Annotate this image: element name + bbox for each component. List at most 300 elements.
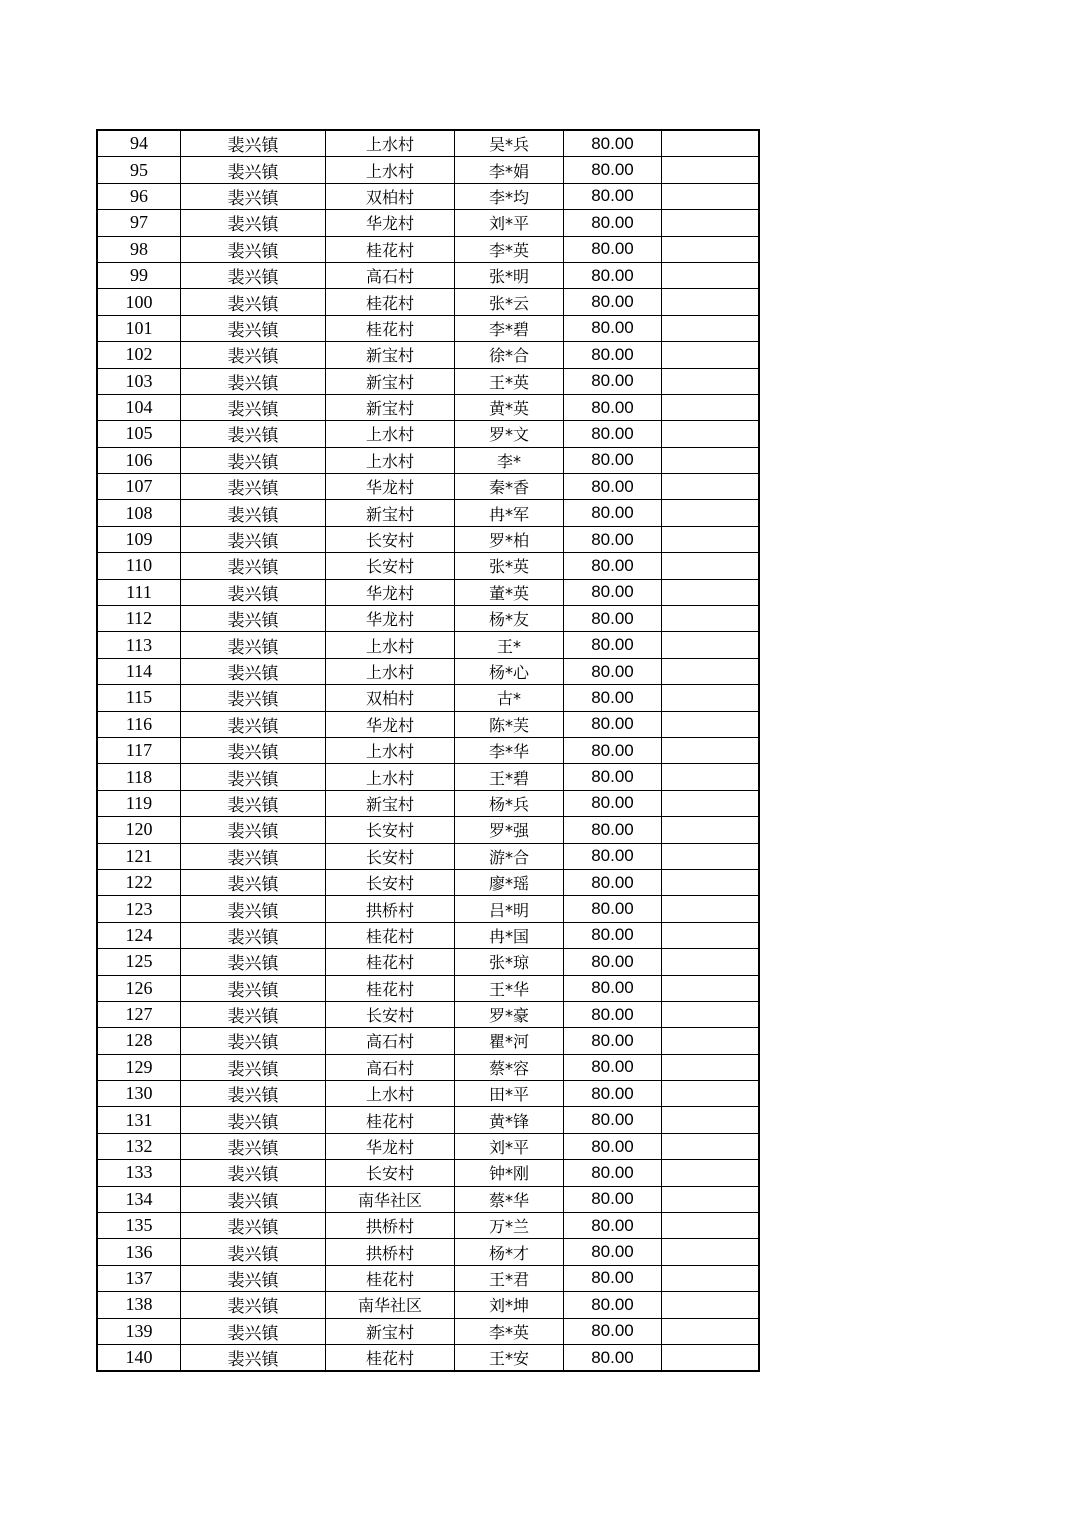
- table-row: [97, 790, 759, 816]
- name-cell: 李*均: [455, 183, 564, 209]
- table-row: [97, 262, 759, 288]
- table-row: [97, 1292, 759, 1318]
- row-number-cell: 95: [97, 157, 181, 183]
- town-cell: 裴兴镇: [181, 1081, 326, 1107]
- table-row: [97, 949, 759, 975]
- village-cell: 桂花村: [326, 289, 455, 315]
- name-cell: 罗*豪: [455, 1001, 564, 1027]
- name-cell: 冉*国: [455, 922, 564, 948]
- table-row: [97, 606, 759, 632]
- village-cell: 上水村: [326, 764, 455, 790]
- table-row: [97, 737, 759, 763]
- amount-cell: 80.00: [564, 764, 662, 790]
- name-cell: 王*安: [455, 1344, 564, 1371]
- village-cell: 桂花村: [326, 1265, 455, 1291]
- table-row: [97, 1081, 759, 1107]
- town-cell: 裴兴镇: [181, 210, 326, 236]
- name-cell: 王*华: [455, 975, 564, 1001]
- table-row: [97, 236, 759, 262]
- amount-cell: 80.00: [564, 526, 662, 552]
- village-cell: 桂花村: [326, 922, 455, 948]
- village-cell: 双柏村: [326, 183, 455, 209]
- table-row: [97, 1107, 759, 1133]
- row-number-cell: 97: [97, 210, 181, 236]
- row-number-cell: 135: [97, 1213, 181, 1239]
- amount-cell: 80.00: [564, 210, 662, 236]
- row-number-cell: 109: [97, 526, 181, 552]
- note-cell: [662, 896, 760, 922]
- note-cell: [662, 289, 760, 315]
- table-row: [97, 579, 759, 605]
- name-cell: 刘*坤: [455, 1292, 564, 1318]
- note-cell: [662, 130, 760, 157]
- name-cell: 王*英: [455, 368, 564, 394]
- note-cell: [662, 421, 760, 447]
- village-cell: 高石村: [326, 262, 455, 288]
- row-number-cell: 127: [97, 1001, 181, 1027]
- table-row: [97, 421, 759, 447]
- note-cell: [662, 579, 760, 605]
- amount-cell: 80.00: [564, 262, 662, 288]
- row-number-cell: 94: [97, 130, 181, 157]
- village-cell: 上水村: [326, 130, 455, 157]
- village-cell: 桂花村: [326, 315, 455, 341]
- amount-cell: 80.00: [564, 315, 662, 341]
- note-cell: [662, 157, 760, 183]
- name-cell: 黄*英: [455, 394, 564, 420]
- name-cell: 杨*友: [455, 606, 564, 632]
- village-cell: 南华社区: [326, 1186, 455, 1212]
- amount-cell: 80.00: [564, 790, 662, 816]
- village-cell: 华龙村: [326, 210, 455, 236]
- village-cell: 上水村: [326, 658, 455, 684]
- row-number-cell: 99: [97, 262, 181, 288]
- village-cell: 上水村: [326, 737, 455, 763]
- village-cell: 新宝村: [326, 1318, 455, 1344]
- village-cell: 桂花村: [326, 949, 455, 975]
- note-cell: [662, 1239, 760, 1265]
- table-row: [97, 394, 759, 420]
- note-cell: [662, 1292, 760, 1318]
- village-cell: 拱桥村: [326, 1213, 455, 1239]
- village-cell: 华龙村: [326, 474, 455, 500]
- name-cell: 杨*兵: [455, 790, 564, 816]
- amount-cell: 80.00: [564, 368, 662, 394]
- town-cell: 裴兴镇: [181, 764, 326, 790]
- row-number-cell: 121: [97, 843, 181, 869]
- row-number-cell: 98: [97, 236, 181, 262]
- table-row: [97, 315, 759, 341]
- table-row: [97, 368, 759, 394]
- amount-cell: 80.00: [564, 843, 662, 869]
- village-cell: 桂花村: [326, 236, 455, 262]
- note-cell: [662, 1001, 760, 1027]
- row-number-cell: 134: [97, 1186, 181, 1212]
- row-number-cell: 126: [97, 975, 181, 1001]
- village-cell: 华龙村: [326, 1133, 455, 1159]
- village-cell: 桂花村: [326, 975, 455, 1001]
- village-cell: 长安村: [326, 1001, 455, 1027]
- village-cell: 拱桥村: [326, 1239, 455, 1265]
- note-cell: [662, 817, 760, 843]
- note-cell: [662, 1318, 760, 1344]
- row-number-cell: 122: [97, 869, 181, 895]
- town-cell: 裴兴镇: [181, 500, 326, 526]
- name-cell: 廖*瑶: [455, 869, 564, 895]
- amount-cell: 80.00: [564, 1081, 662, 1107]
- table-row: [97, 1133, 759, 1159]
- town-cell: 裴兴镇: [181, 1001, 326, 1027]
- town-cell: 裴兴镇: [181, 975, 326, 1001]
- name-cell: 吴*兵: [455, 130, 564, 157]
- name-cell: 冉*军: [455, 500, 564, 526]
- note-cell: [662, 1160, 760, 1186]
- amount-cell: 80.00: [564, 553, 662, 579]
- note-cell: [662, 394, 760, 420]
- town-cell: 裴兴镇: [181, 658, 326, 684]
- name-cell: 李*英: [455, 1318, 564, 1344]
- note-cell: [662, 1107, 760, 1133]
- amount-cell: 80.00: [564, 157, 662, 183]
- note-cell: [662, 658, 760, 684]
- town-cell: 裴兴镇: [181, 922, 326, 948]
- town-cell: 裴兴镇: [181, 289, 326, 315]
- row-number-cell: 120: [97, 817, 181, 843]
- note-cell: [662, 1344, 760, 1371]
- note-cell: [662, 685, 760, 711]
- town-cell: 裴兴镇: [181, 1054, 326, 1080]
- amount-cell: 80.00: [564, 1265, 662, 1291]
- table-row: [97, 817, 759, 843]
- note-cell: [662, 843, 760, 869]
- row-number-cell: 125: [97, 949, 181, 975]
- name-cell: 杨*才: [455, 1239, 564, 1265]
- note-cell: [662, 342, 760, 368]
- village-cell: 长安村: [326, 553, 455, 579]
- amount-cell: 80.00: [564, 474, 662, 500]
- town-cell: 裴兴镇: [181, 1344, 326, 1371]
- name-cell: 李*华: [455, 737, 564, 763]
- table-row: [97, 1265, 759, 1291]
- table-row: [97, 975, 759, 1001]
- name-cell: 蔡*容: [455, 1054, 564, 1080]
- village-cell: 长安村: [326, 817, 455, 843]
- town-cell: 裴兴镇: [181, 553, 326, 579]
- name-cell: 罗*强: [455, 817, 564, 843]
- table-row: [97, 658, 759, 684]
- village-cell: 长安村: [326, 526, 455, 552]
- table-row: [97, 183, 759, 209]
- row-number-cell: 118: [97, 764, 181, 790]
- row-number-cell: 123: [97, 896, 181, 922]
- name-cell: 李*: [455, 447, 564, 473]
- note-cell: [662, 553, 760, 579]
- table-row: [97, 711, 759, 737]
- table-row: [97, 526, 759, 552]
- village-cell: 长安村: [326, 869, 455, 895]
- town-cell: 裴兴镇: [181, 817, 326, 843]
- row-number-cell: 128: [97, 1028, 181, 1054]
- town-cell: 裴兴镇: [181, 843, 326, 869]
- note-cell: [662, 764, 760, 790]
- note-cell: [662, 1213, 760, 1239]
- row-number-cell: 138: [97, 1292, 181, 1318]
- town-cell: 裴兴镇: [181, 869, 326, 895]
- amount-cell: 80.00: [564, 922, 662, 948]
- note-cell: [662, 949, 760, 975]
- note-cell: [662, 500, 760, 526]
- town-cell: 裴兴镇: [181, 526, 326, 552]
- name-cell: 吕*明: [455, 896, 564, 922]
- row-number-cell: 119: [97, 790, 181, 816]
- town-cell: 裴兴镇: [181, 157, 326, 183]
- town-cell: 裴兴镇: [181, 949, 326, 975]
- row-number-cell: 108: [97, 500, 181, 526]
- name-cell: 张*云: [455, 289, 564, 315]
- amount-cell: 80.00: [564, 1292, 662, 1318]
- name-cell: 陈*芙: [455, 711, 564, 737]
- table-row: [97, 210, 759, 236]
- note-cell: [662, 183, 760, 209]
- name-cell: 李*英: [455, 236, 564, 262]
- town-cell: 裴兴镇: [181, 1186, 326, 1212]
- town-cell: 裴兴镇: [181, 1318, 326, 1344]
- village-cell: 高石村: [326, 1028, 455, 1054]
- table-row: [97, 1054, 759, 1080]
- table-row: [97, 157, 759, 183]
- town-cell: 裴兴镇: [181, 790, 326, 816]
- note-cell: [662, 737, 760, 763]
- row-number-cell: 100: [97, 289, 181, 315]
- town-cell: 裴兴镇: [181, 711, 326, 737]
- village-cell: 上水村: [326, 157, 455, 183]
- amount-cell: 80.00: [564, 342, 662, 368]
- town-cell: 裴兴镇: [181, 1292, 326, 1318]
- town-cell: 裴兴镇: [181, 1160, 326, 1186]
- amount-cell: 80.00: [564, 949, 662, 975]
- note-cell: [662, 1054, 760, 1080]
- note-cell: [662, 1081, 760, 1107]
- village-cell: 上水村: [326, 1081, 455, 1107]
- amount-cell: 80.00: [564, 1213, 662, 1239]
- name-cell: 李*娟: [455, 157, 564, 183]
- amount-cell: 80.00: [564, 1318, 662, 1344]
- village-cell: 新宝村: [326, 500, 455, 526]
- village-cell: 桂花村: [326, 1107, 455, 1133]
- amount-cell: 80.00: [564, 447, 662, 473]
- town-cell: 裴兴镇: [181, 474, 326, 500]
- amount-cell: 80.00: [564, 1133, 662, 1159]
- note-cell: [662, 526, 760, 552]
- row-number-cell: 104: [97, 394, 181, 420]
- name-cell: 张*琼: [455, 949, 564, 975]
- town-cell: 裴兴镇: [181, 606, 326, 632]
- amount-cell: 80.00: [564, 130, 662, 157]
- note-cell: [662, 1133, 760, 1159]
- row-number-cell: 139: [97, 1318, 181, 1344]
- note-cell: [662, 368, 760, 394]
- row-number-cell: 112: [97, 606, 181, 632]
- row-number-cell: 115: [97, 685, 181, 711]
- amount-cell: 80.00: [564, 183, 662, 209]
- amount-cell: 80.00: [564, 1160, 662, 1186]
- amount-cell: 80.00: [564, 289, 662, 315]
- town-cell: 裴兴镇: [181, 447, 326, 473]
- row-number-cell: 101: [97, 315, 181, 341]
- name-cell: 罗*柏: [455, 526, 564, 552]
- amount-cell: 80.00: [564, 579, 662, 605]
- table-body: [97, 130, 759, 1371]
- row-number-cell: 113: [97, 632, 181, 658]
- village-cell: 新宝村: [326, 394, 455, 420]
- table-row: [97, 1239, 759, 1265]
- amount-cell: 80.00: [564, 394, 662, 420]
- village-cell: 新宝村: [326, 368, 455, 394]
- amount-cell: 80.00: [564, 817, 662, 843]
- town-cell: 裴兴镇: [181, 130, 326, 157]
- town-cell: 裴兴镇: [181, 1213, 326, 1239]
- row-number-cell: 102: [97, 342, 181, 368]
- name-cell: 刘*平: [455, 210, 564, 236]
- name-cell: 黄*锋: [455, 1107, 564, 1133]
- row-number-cell: 137: [97, 1265, 181, 1291]
- village-cell: 拱桥村: [326, 896, 455, 922]
- town-cell: 裴兴镇: [181, 1107, 326, 1133]
- note-cell: [662, 236, 760, 262]
- name-cell: 田*平: [455, 1081, 564, 1107]
- row-number-cell: 117: [97, 737, 181, 763]
- table-row: [97, 474, 759, 500]
- amount-cell: 80.00: [564, 975, 662, 1001]
- amount-cell: 80.00: [564, 1344, 662, 1371]
- table-row: [97, 447, 759, 473]
- town-cell: 裴兴镇: [181, 1265, 326, 1291]
- row-number-cell: 132: [97, 1133, 181, 1159]
- name-cell: 张*英: [455, 553, 564, 579]
- note-cell: [662, 210, 760, 236]
- table-row: [97, 1160, 759, 1186]
- note-cell: [662, 315, 760, 341]
- table-row: [97, 1344, 759, 1371]
- name-cell: 李*碧: [455, 315, 564, 341]
- note-cell: [662, 975, 760, 1001]
- amount-cell: 80.00: [564, 1186, 662, 1212]
- amount-cell: 80.00: [564, 1028, 662, 1054]
- village-cell: 华龙村: [326, 606, 455, 632]
- name-cell: 罗*文: [455, 421, 564, 447]
- note-cell: [662, 632, 760, 658]
- town-cell: 裴兴镇: [181, 342, 326, 368]
- name-cell: 王*: [455, 632, 564, 658]
- amount-cell: 80.00: [564, 1054, 662, 1080]
- name-cell: 万*兰: [455, 1213, 564, 1239]
- table-row: [97, 1028, 759, 1054]
- name-cell: 古*: [455, 685, 564, 711]
- amount-cell: 80.00: [564, 685, 662, 711]
- row-number-cell: 124: [97, 922, 181, 948]
- table-row: [97, 1318, 759, 1344]
- amount-cell: 80.00: [564, 1001, 662, 1027]
- name-cell: 瞿*河: [455, 1028, 564, 1054]
- village-cell: 新宝村: [326, 790, 455, 816]
- amount-cell: 80.00: [564, 500, 662, 526]
- table-row: [97, 632, 759, 658]
- table-row: [97, 289, 759, 315]
- village-cell: 新宝村: [326, 342, 455, 368]
- town-cell: 裴兴镇: [181, 896, 326, 922]
- amount-cell: 80.00: [564, 632, 662, 658]
- name-cell: 钟*刚: [455, 1160, 564, 1186]
- town-cell: 裴兴镇: [181, 421, 326, 447]
- village-cell: 上水村: [326, 447, 455, 473]
- village-cell: 南华社区: [326, 1292, 455, 1318]
- table-row: [97, 130, 759, 157]
- town-cell: 裴兴镇: [181, 579, 326, 605]
- table-row: [97, 1186, 759, 1212]
- village-cell: 上水村: [326, 632, 455, 658]
- town-cell: 裴兴镇: [181, 394, 326, 420]
- name-cell: 秦*香: [455, 474, 564, 500]
- table-row: [97, 500, 759, 526]
- table-row: [97, 553, 759, 579]
- name-cell: 董*英: [455, 579, 564, 605]
- village-cell: 华龙村: [326, 711, 455, 737]
- row-number-cell: 131: [97, 1107, 181, 1133]
- amount-cell: 80.00: [564, 606, 662, 632]
- table-row: [97, 1001, 759, 1027]
- town-cell: 裴兴镇: [181, 685, 326, 711]
- note-cell: [662, 1028, 760, 1054]
- town-cell: 裴兴镇: [181, 315, 326, 341]
- row-number-cell: 133: [97, 1160, 181, 1186]
- amount-cell: 80.00: [564, 737, 662, 763]
- note-cell: [662, 869, 760, 895]
- row-number-cell: 105: [97, 421, 181, 447]
- town-cell: 裴兴镇: [181, 262, 326, 288]
- town-cell: 裴兴镇: [181, 1028, 326, 1054]
- name-cell: 王*碧: [455, 764, 564, 790]
- amount-cell: 80.00: [564, 658, 662, 684]
- row-number-cell: 116: [97, 711, 181, 737]
- amount-cell: 80.00: [564, 1107, 662, 1133]
- amount-cell: 80.00: [564, 711, 662, 737]
- note-cell: [662, 1186, 760, 1212]
- table-row: [97, 1213, 759, 1239]
- row-number-cell: 136: [97, 1239, 181, 1265]
- table-row: [97, 922, 759, 948]
- town-cell: 裴兴镇: [181, 1133, 326, 1159]
- village-cell: 长安村: [326, 843, 455, 869]
- table-row: [97, 342, 759, 368]
- row-number-cell: 110: [97, 553, 181, 579]
- name-cell: 刘*平: [455, 1133, 564, 1159]
- name-cell: 王*君: [455, 1265, 564, 1291]
- town-cell: 裴兴镇: [181, 1239, 326, 1265]
- row-number-cell: 103: [97, 368, 181, 394]
- name-cell: 蔡*华: [455, 1186, 564, 1212]
- table-row: [97, 869, 759, 895]
- row-number-cell: 129: [97, 1054, 181, 1080]
- name-cell: 徐*合: [455, 342, 564, 368]
- table-row: [97, 685, 759, 711]
- note-cell: [662, 447, 760, 473]
- amount-cell: 80.00: [564, 421, 662, 447]
- row-number-cell: 96: [97, 183, 181, 209]
- note-cell: [662, 1265, 760, 1291]
- amount-cell: 80.00: [564, 1239, 662, 1265]
- note-cell: [662, 262, 760, 288]
- village-cell: 高石村: [326, 1054, 455, 1080]
